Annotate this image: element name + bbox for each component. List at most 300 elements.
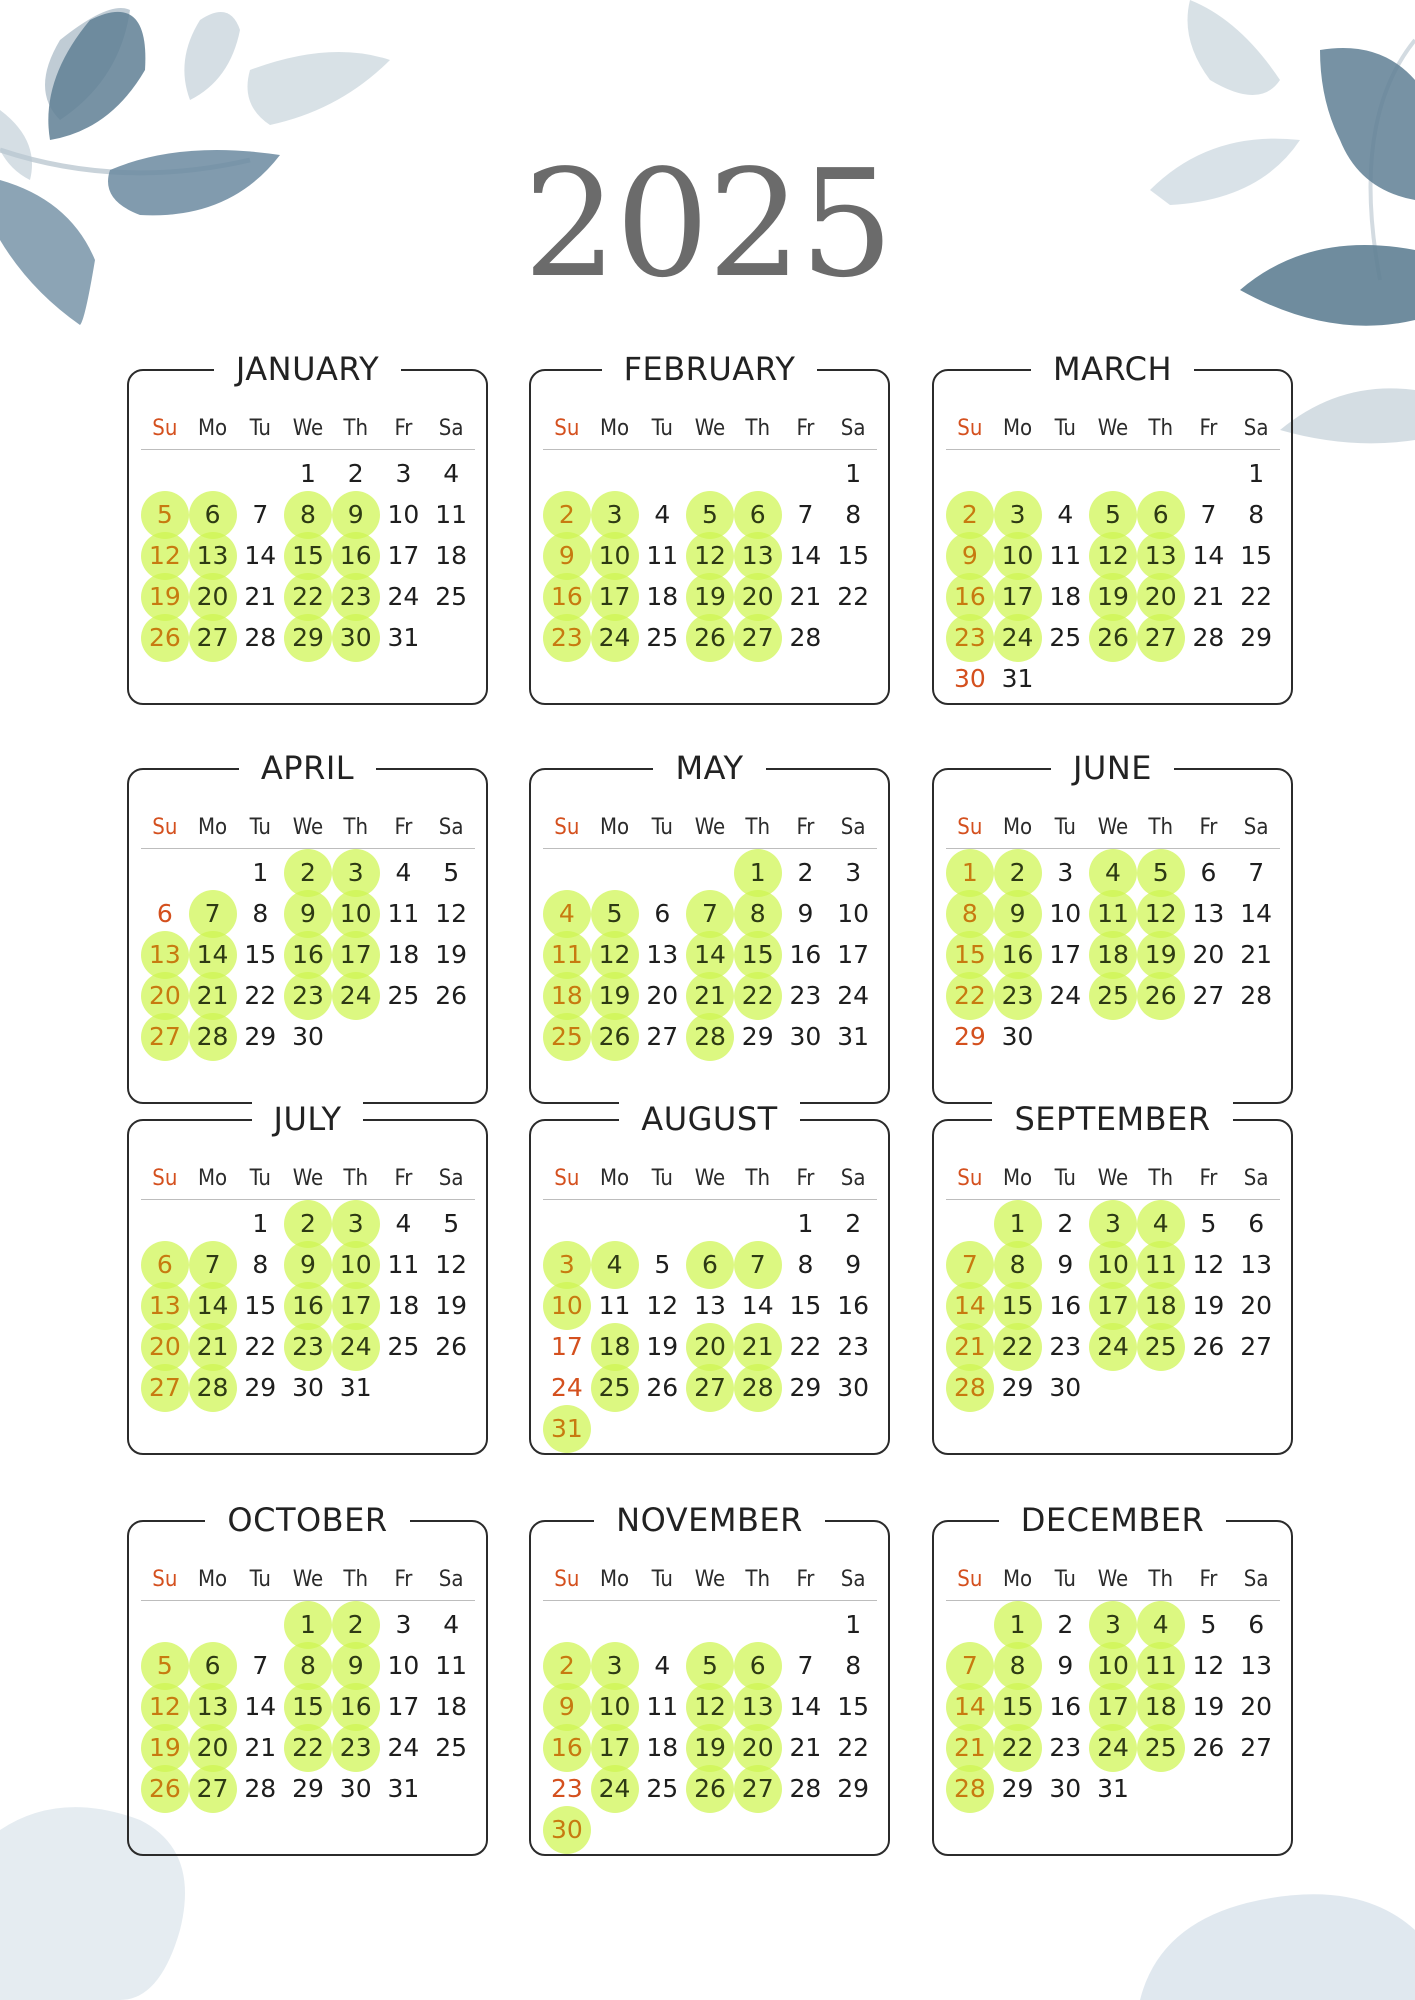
highlighted-day[interactable]: 2 — [332, 1604, 380, 1645]
day-cell[interactable]: 13 — [1240, 1651, 1273, 1680]
highlighted-day[interactable]: 7 — [189, 893, 237, 934]
highlighted-day[interactable]: 17 — [994, 576, 1042, 617]
day-cell[interactable]: 4 — [395, 858, 412, 887]
highlighted-day[interactable]: 17 — [332, 934, 380, 975]
day-cell[interactable]: 25 — [387, 981, 420, 1010]
day-cell[interactable]: 3 — [1057, 858, 1074, 887]
day-cell[interactable]: 21 — [244, 1733, 277, 1762]
highlighted-day[interactable]: 24 — [591, 617, 639, 658]
highlighted-day[interactable]: 19 — [1137, 934, 1185, 975]
day-cell[interactable]: 7 — [252, 500, 269, 529]
day-cell[interactable]: 28 — [1240, 981, 1273, 1010]
highlighted-day[interactable]: 9 — [543, 535, 591, 576]
day-cell[interactable]: 15 — [837, 1692, 870, 1721]
day-cell[interactable]: 4 — [443, 459, 460, 488]
highlighted-day[interactable]: 10 — [591, 1686, 639, 1727]
day-cell[interactable]: 30 — [339, 1774, 372, 1803]
highlighted-day[interactable]: 5 — [141, 1645, 189, 1686]
highlighted-day[interactable]: 7 — [946, 1244, 994, 1285]
highlighted-day[interactable]: 28 — [946, 1367, 994, 1408]
day-cell[interactable]: 29 — [244, 1373, 277, 1402]
highlighted-day[interactable]: 18 — [1137, 1686, 1185, 1727]
day-cell[interactable]: 4 — [443, 1610, 460, 1639]
day-cell[interactable]: 10 — [387, 500, 420, 529]
day-cell[interactable]: 6 — [654, 899, 671, 928]
day-cell[interactable]: 14 — [789, 1692, 822, 1721]
highlighted-day[interactable]: 21 — [189, 1326, 237, 1367]
highlighted-day[interactable]: 10 — [332, 1244, 380, 1285]
day-cell[interactable]: 26 — [435, 1332, 468, 1361]
day-cell[interactable]: 29 — [292, 1774, 324, 1803]
highlighted-day[interactable]: 20 — [734, 576, 782, 617]
day-cell[interactable]: 30 — [953, 664, 986, 693]
highlighted-day[interactable]: 4 — [1137, 1203, 1185, 1244]
highlighted-day[interactable]: 12 — [686, 535, 734, 576]
highlighted-day[interactable]: 6 — [734, 494, 782, 535]
day-cell[interactable]: 26 — [435, 981, 468, 1010]
highlighted-day[interactable]: 3 — [332, 852, 380, 893]
day-cell[interactable]: 18 — [646, 582, 679, 611]
highlighted-day[interactable]: 25 — [1137, 1727, 1185, 1768]
highlighted-day[interactable]: 15 — [284, 1686, 332, 1727]
day-cell[interactable]: 9 — [797, 899, 814, 928]
highlighted-day[interactable]: 25 — [543, 1016, 591, 1057]
day-cell[interactable]: 30 — [1049, 1373, 1082, 1402]
day-cell[interactable]: 1 — [300, 459, 316, 488]
highlighted-day[interactable]: 28 — [734, 1367, 782, 1408]
day-cell[interactable]: 15 — [1240, 541, 1273, 570]
day-cell[interactable]: 25 — [435, 582, 468, 611]
day-cell[interactable]: 29 — [789, 1373, 822, 1402]
highlighted-day[interactable]: 8 — [994, 1244, 1042, 1285]
highlighted-day[interactable]: 5 — [1137, 852, 1185, 893]
day-cell[interactable]: 11 — [646, 541, 679, 570]
day-cell[interactable]: 20 — [1240, 1291, 1273, 1320]
highlighted-day[interactable]: 26 — [686, 617, 734, 658]
day-cell[interactable]: 31 — [387, 623, 420, 652]
day-cell[interactable]: 2 — [797, 858, 814, 887]
day-cell[interactable]: 1 — [252, 858, 269, 887]
day-cell[interactable]: 22 — [837, 582, 870, 611]
highlighted-day[interactable]: 1 — [946, 852, 994, 893]
day-cell[interactable]: 22 — [1240, 582, 1273, 611]
day-cell[interactable]: 14 — [244, 1692, 277, 1721]
day-cell[interactable]: 31 — [387, 1774, 420, 1803]
day-cell[interactable]: 13 — [694, 1291, 726, 1320]
highlighted-day[interactable]: 20 — [141, 975, 189, 1016]
highlighted-day[interactable]: 19 — [591, 975, 639, 1016]
highlighted-day[interactable]: 22 — [284, 1727, 332, 1768]
day-cell[interactable]: 5 — [1200, 1610, 1217, 1639]
highlighted-day[interactable]: 14 — [946, 1686, 994, 1727]
highlighted-day[interactable]: 10 — [1089, 1244, 1137, 1285]
day-cell[interactable]: 23 — [789, 981, 822, 1010]
day-cell[interactable]: 12 — [435, 1250, 468, 1279]
day-cell[interactable]: 11 — [387, 899, 420, 928]
highlighted-day[interactable]: 10 — [332, 893, 380, 934]
highlighted-day[interactable]: 23 — [994, 975, 1042, 1016]
day-cell[interactable]: 16 — [837, 1291, 870, 1320]
day-cell[interactable]: 29 — [953, 1022, 986, 1051]
highlighted-day[interactable]: 18 — [591, 1326, 639, 1367]
day-cell[interactable]: 14 — [741, 1291, 774, 1320]
highlighted-day[interactable]: 8 — [946, 893, 994, 934]
day-cell[interactable]: 29 — [244, 1022, 277, 1051]
highlighted-day[interactable]: 28 — [686, 1016, 734, 1057]
day-cell[interactable]: 14 — [1240, 899, 1273, 928]
day-cell[interactable]: 5 — [1200, 1209, 1217, 1238]
highlighted-day[interactable]: 7 — [686, 893, 734, 934]
highlighted-day[interactable]: 3 — [543, 1244, 591, 1285]
highlighted-day[interactable]: 16 — [543, 576, 591, 617]
highlighted-day[interactable]: 17 — [591, 1727, 639, 1768]
highlighted-day[interactable]: 1 — [734, 852, 782, 893]
day-cell[interactable]: 4 — [395, 1209, 412, 1238]
day-cell[interactable]: 18 — [1049, 582, 1082, 611]
highlighted-day[interactable]: 12 — [591, 934, 639, 975]
day-cell[interactable]: 15 — [244, 940, 277, 969]
day-cell[interactable]: 30 — [1049, 1774, 1082, 1803]
day-cell[interactable]: 8 — [252, 899, 269, 928]
day-cell[interactable]: 7 — [1248, 858, 1265, 887]
day-cell[interactable]: 21 — [789, 582, 822, 611]
highlighted-day[interactable]: 13 — [141, 1285, 189, 1326]
day-cell[interactable]: 27 — [1240, 1733, 1273, 1762]
highlighted-day[interactable]: 26 — [686, 1768, 734, 1809]
highlighted-day[interactable]: 3 — [994, 494, 1042, 535]
day-cell[interactable]: 17 — [387, 541, 420, 570]
highlighted-day[interactable]: 3 — [591, 494, 639, 535]
day-cell[interactable]: 25 — [1049, 623, 1082, 652]
highlighted-day[interactable]: 15 — [734, 934, 782, 975]
highlighted-day[interactable]: 20 — [141, 1326, 189, 1367]
day-cell[interactable]: 9 — [1057, 1250, 1074, 1279]
highlighted-day[interactable]: 4 — [1137, 1604, 1185, 1645]
day-cell[interactable]: 3 — [845, 858, 862, 887]
highlighted-day[interactable]: 21 — [734, 1326, 782, 1367]
day-cell[interactable]: 18 — [646, 1733, 679, 1762]
day-cell[interactable]: 2 — [347, 459, 364, 488]
day-cell[interactable]: 29 — [741, 1022, 774, 1051]
highlighted-day[interactable]: 11 — [543, 934, 591, 975]
highlighted-day[interactable]: 6 — [189, 1645, 237, 1686]
highlighted-day[interactable]: 6 — [189, 494, 237, 535]
day-cell[interactable]: 30 — [1001, 1022, 1034, 1051]
highlighted-day[interactable]: 26 — [591, 1016, 639, 1057]
day-cell[interactable]: 11 — [435, 1651, 468, 1680]
highlighted-day[interactable]: 25 — [1137, 1326, 1185, 1367]
day-cell[interactable]: 12 — [1192, 1651, 1225, 1680]
highlighted-day[interactable]: 25 — [1089, 975, 1137, 1016]
highlighted-day[interactable]: 24 — [994, 617, 1042, 658]
highlighted-day[interactable]: 23 — [543, 617, 591, 658]
highlighted-day[interactable]: 28 — [189, 1367, 237, 1408]
highlighted-day[interactable]: 5 — [141, 494, 189, 535]
day-cell[interactable]: 23 — [550, 1774, 583, 1803]
highlighted-day[interactable]: 20 — [686, 1326, 734, 1367]
day-cell[interactable]: 2 — [1057, 1610, 1074, 1639]
highlighted-day[interactable]: 13 — [734, 1686, 782, 1727]
day-cell[interactable]: 29 — [1001, 1774, 1034, 1803]
day-cell[interactable]: 6 — [1200, 858, 1217, 887]
highlighted-day[interactable]: 2 — [284, 1203, 332, 1244]
day-cell[interactable]: 10 — [1049, 899, 1082, 928]
day-cell[interactable]: 25 — [387, 1332, 420, 1361]
highlighted-day[interactable]: 14 — [946, 1285, 994, 1326]
highlighted-day[interactable]: 19 — [686, 1727, 734, 1768]
highlighted-day[interactable]: 2 — [284, 852, 332, 893]
highlighted-day[interactable]: 10 — [543, 1285, 591, 1326]
day-cell[interactable]: 17 — [837, 940, 870, 969]
highlighted-day[interactable]: 27 — [189, 1768, 237, 1809]
day-cell[interactable]: 13 — [646, 940, 679, 969]
highlighted-day[interactable]: 26 — [141, 1768, 189, 1809]
highlighted-day[interactable]: 6 — [686, 1244, 734, 1285]
day-cell[interactable]: 12 — [1192, 1250, 1225, 1279]
day-cell[interactable]: 29 — [837, 1774, 870, 1803]
day-cell[interactable]: 28 — [789, 1774, 822, 1803]
day-cell[interactable]: 6 — [1248, 1610, 1265, 1639]
highlighted-day[interactable]: 14 — [189, 934, 237, 975]
highlighted-day[interactable]: 7 — [734, 1244, 782, 1285]
highlighted-day[interactable]: 27 — [141, 1367, 189, 1408]
day-cell[interactable]: 7 — [797, 500, 814, 529]
day-cell[interactable]: 7 — [252, 1651, 269, 1680]
highlighted-day[interactable]: 2 — [543, 494, 591, 535]
highlighted-day[interactable]: 17 — [1089, 1285, 1137, 1326]
highlighted-day[interactable]: 3 — [591, 1645, 639, 1686]
day-cell[interactable]: 4 — [654, 1651, 671, 1680]
highlighted-day[interactable]: 10 — [591, 535, 639, 576]
highlighted-day[interactable]: 15 — [946, 934, 994, 975]
day-cell[interactable]: 6 — [156, 899, 173, 928]
highlighted-day[interactable]: 9 — [332, 494, 380, 535]
highlighted-day[interactable]: 21 — [946, 1727, 994, 1768]
highlighted-day[interactable]: 26 — [141, 617, 189, 658]
highlighted-day[interactable]: 14 — [686, 934, 734, 975]
day-cell[interactable]: 25 — [646, 623, 679, 652]
day-cell[interactable]: 26 — [1192, 1733, 1225, 1762]
day-cell[interactable]: 25 — [435, 1733, 468, 1762]
day-cell[interactable]: 17 — [387, 1692, 420, 1721]
day-cell[interactable]: 1 — [252, 1209, 269, 1238]
day-cell[interactable]: 3 — [395, 1610, 412, 1639]
highlighted-day[interactable]: 19 — [1089, 576, 1137, 617]
highlighted-day[interactable]: 18 — [1137, 1285, 1185, 1326]
highlighted-day[interactable]: 23 — [946, 617, 994, 658]
day-cell[interactable]: 1 — [797, 1209, 814, 1238]
day-cell[interactable]: 19 — [1192, 1692, 1225, 1721]
highlighted-day[interactable]: 2 — [994, 852, 1042, 893]
highlighted-day[interactable]: 19 — [141, 576, 189, 617]
day-cell[interactable]: 30 — [292, 1022, 324, 1051]
highlighted-day[interactable]: 17 — [1089, 1686, 1137, 1727]
day-cell[interactable]: 11 — [387, 1250, 420, 1279]
highlighted-day[interactable]: 17 — [591, 576, 639, 617]
highlighted-day[interactable]: 19 — [686, 576, 734, 617]
highlighted-day[interactable]: 12 — [686, 1686, 734, 1727]
day-cell[interactable]: 13 — [1240, 1250, 1273, 1279]
day-cell[interactable]: 29 — [1001, 1373, 1034, 1402]
day-cell[interactable]: 18 — [435, 1692, 468, 1721]
highlighted-day[interactable]: 19 — [141, 1727, 189, 1768]
highlighted-day[interactable]: 2 — [543, 1645, 591, 1686]
highlighted-day[interactable]: 4 — [591, 1244, 639, 1285]
day-cell[interactable]: 6 — [1248, 1209, 1265, 1238]
highlighted-day[interactable]: 1 — [994, 1203, 1042, 1244]
day-cell[interactable]: 23 — [837, 1332, 870, 1361]
day-cell[interactable]: 22 — [789, 1332, 822, 1361]
day-cell[interactable]: 18 — [387, 940, 420, 969]
day-cell[interactable]: 11 — [646, 1692, 679, 1721]
highlighted-day[interactable]: 10 — [1089, 1645, 1137, 1686]
highlighted-day[interactable]: 13 — [734, 535, 782, 576]
day-cell[interactable]: 20 — [1192, 940, 1225, 969]
day-cell[interactable]: 24 — [550, 1373, 583, 1402]
day-cell[interactable]: 24 — [837, 981, 870, 1010]
day-cell[interactable]: 31 — [837, 1022, 870, 1051]
day-cell[interactable]: 14 — [244, 541, 277, 570]
day-cell[interactable]: 19 — [646, 1332, 679, 1361]
day-cell[interactable]: 19 — [1192, 1291, 1225, 1320]
day-cell[interactable]: 25 — [646, 1774, 679, 1803]
highlighted-day[interactable]: 13 — [1137, 535, 1185, 576]
highlighted-day[interactable]: 5 — [686, 1645, 734, 1686]
highlighted-day[interactable]: 2 — [946, 494, 994, 535]
highlighted-day[interactable]: 12 — [1137, 893, 1185, 934]
highlighted-day[interactable]: 3 — [1089, 1604, 1137, 1645]
day-cell[interactable]: 1 — [845, 1610, 862, 1639]
highlighted-day[interactable]: 16 — [946, 576, 994, 617]
highlighted-day[interactable]: 21 — [686, 975, 734, 1016]
highlighted-day[interactable]: 27 — [734, 617, 782, 658]
day-cell[interactable]: 2 — [845, 1209, 862, 1238]
highlighted-day[interactable]: 9 — [946, 535, 994, 576]
day-cell[interactable]: 24 — [387, 582, 420, 611]
highlighted-day[interactable]: 5 — [686, 494, 734, 535]
day-cell[interactable]: 19 — [435, 940, 468, 969]
day-cell[interactable]: 16 — [1049, 1291, 1082, 1320]
highlighted-day[interactable]: 18 — [543, 975, 591, 1016]
day-cell[interactable]: 18 — [435, 541, 468, 570]
day-cell[interactable]: 28 — [1192, 623, 1225, 652]
day-cell[interactable]: 8 — [845, 500, 862, 529]
day-cell[interactable]: 24 — [387, 1733, 420, 1762]
day-cell[interactable]: 22 — [244, 981, 277, 1010]
day-cell[interactable]: 27 — [1240, 1332, 1273, 1361]
highlighted-day[interactable]: 3 — [1089, 1203, 1137, 1244]
highlighted-day[interactable]: 22 — [994, 1727, 1042, 1768]
day-cell[interactable]: 19 — [435, 1291, 468, 1320]
day-cell[interactable]: 31 — [339, 1373, 372, 1402]
highlighted-day[interactable]: 21 — [946, 1326, 994, 1367]
day-cell[interactable]: 8 — [1248, 500, 1265, 529]
day-cell[interactable]: 22 — [244, 1332, 277, 1361]
highlighted-day[interactable]: 27 — [189, 617, 237, 658]
day-cell[interactable]: 1 — [1248, 459, 1265, 488]
highlighted-day[interactable]: 28 — [189, 1016, 237, 1057]
day-cell[interactable]: 11 — [598, 1291, 631, 1320]
day-cell[interactable]: 8 — [797, 1250, 814, 1279]
day-cell[interactable]: 26 — [646, 1373, 679, 1402]
highlighted-day[interactable]: 24 — [332, 1326, 380, 1367]
day-cell[interactable]: 18 — [387, 1291, 420, 1320]
highlighted-day[interactable]: 13 — [141, 934, 189, 975]
highlighted-day[interactable]: 14 — [189, 1285, 237, 1326]
day-cell[interactable]: 24 — [1049, 981, 1082, 1010]
day-cell[interactable]: 31 — [1001, 664, 1034, 693]
day-cell[interactable]: 4 — [1057, 500, 1074, 529]
day-cell[interactable]: 10 — [837, 899, 870, 928]
day-cell[interactable]: 12 — [435, 899, 468, 928]
highlighted-day[interactable]: 27 — [141, 1016, 189, 1057]
day-cell[interactable]: 8 — [252, 1250, 269, 1279]
day-cell[interactable]: 16 — [1049, 1692, 1082, 1721]
day-cell[interactable]: 26 — [1192, 1332, 1225, 1361]
day-cell[interactable]: 7 — [797, 1651, 814, 1680]
highlighted-day[interactable]: 9 — [994, 893, 1042, 934]
day-cell[interactable]: 2 — [1057, 1209, 1074, 1238]
day-cell[interactable]: 30 — [292, 1373, 324, 1402]
highlighted-day[interactable]: 5 — [591, 893, 639, 934]
highlighted-day[interactable]: 12 — [141, 535, 189, 576]
highlighted-day[interactable]: 10 — [994, 535, 1042, 576]
highlighted-day[interactable]: 1 — [994, 1604, 1042, 1645]
highlighted-day[interactable]: 30 — [332, 617, 380, 658]
day-cell[interactable]: 5 — [443, 858, 460, 887]
highlighted-day[interactable]: 15 — [284, 535, 332, 576]
day-cell[interactable]: 28 — [789, 623, 822, 652]
highlighted-day[interactable]: 12 — [141, 1686, 189, 1727]
day-cell[interactable]: 8 — [845, 1651, 862, 1680]
day-cell[interactable]: 28 — [244, 1774, 277, 1803]
day-cell[interactable]: 17 — [1049, 940, 1082, 969]
day-cell[interactable]: 21 — [1240, 940, 1273, 969]
highlighted-day[interactable]: 6 — [734, 1645, 782, 1686]
highlighted-day[interactable]: 23 — [332, 576, 380, 617]
highlighted-day[interactable]: 8 — [994, 1645, 1042, 1686]
highlighted-day[interactable]: 20 — [189, 1727, 237, 1768]
day-cell[interactable]: 21 — [244, 582, 277, 611]
highlighted-day[interactable]: 15 — [994, 1686, 1042, 1727]
highlighted-day[interactable]: 4 — [543, 893, 591, 934]
highlighted-day[interactable]: 31 — [543, 1408, 591, 1449]
highlighted-day[interactable]: 22 — [284, 576, 332, 617]
highlighted-day[interactable]: 16 — [994, 934, 1042, 975]
highlighted-day[interactable]: 23 — [284, 1326, 332, 1367]
day-cell[interactable]: 9 — [1057, 1651, 1074, 1680]
highlighted-day[interactable]: 12 — [1089, 535, 1137, 576]
day-cell[interactable]: 27 — [646, 1022, 679, 1051]
highlighted-day[interactable]: 11 — [1137, 1244, 1185, 1285]
day-cell[interactable]: 3 — [395, 459, 412, 488]
highlighted-day[interactable]: 3 — [332, 1203, 380, 1244]
highlighted-day[interactable]: 15 — [994, 1285, 1042, 1326]
day-cell[interactable]: 20 — [646, 981, 679, 1010]
highlighted-day[interactable]: 20 — [189, 576, 237, 617]
highlighted-day[interactable]: 23 — [332, 1727, 380, 1768]
highlighted-day[interactable]: 26 — [1089, 617, 1137, 658]
highlighted-day[interactable]: 21 — [189, 975, 237, 1016]
highlighted-day[interactable]: 16 — [332, 1686, 380, 1727]
day-cell[interactable]: 29 — [1240, 623, 1273, 652]
highlighted-day[interactable]: 20 — [1137, 576, 1185, 617]
day-cell[interactable]: 16 — [789, 940, 822, 969]
day-cell[interactable]: 30 — [837, 1373, 870, 1402]
day-cell[interactable]: 22 — [837, 1733, 870, 1762]
highlighted-day[interactable]: 8 — [284, 494, 332, 535]
highlighted-day[interactable]: 13 — [189, 535, 237, 576]
